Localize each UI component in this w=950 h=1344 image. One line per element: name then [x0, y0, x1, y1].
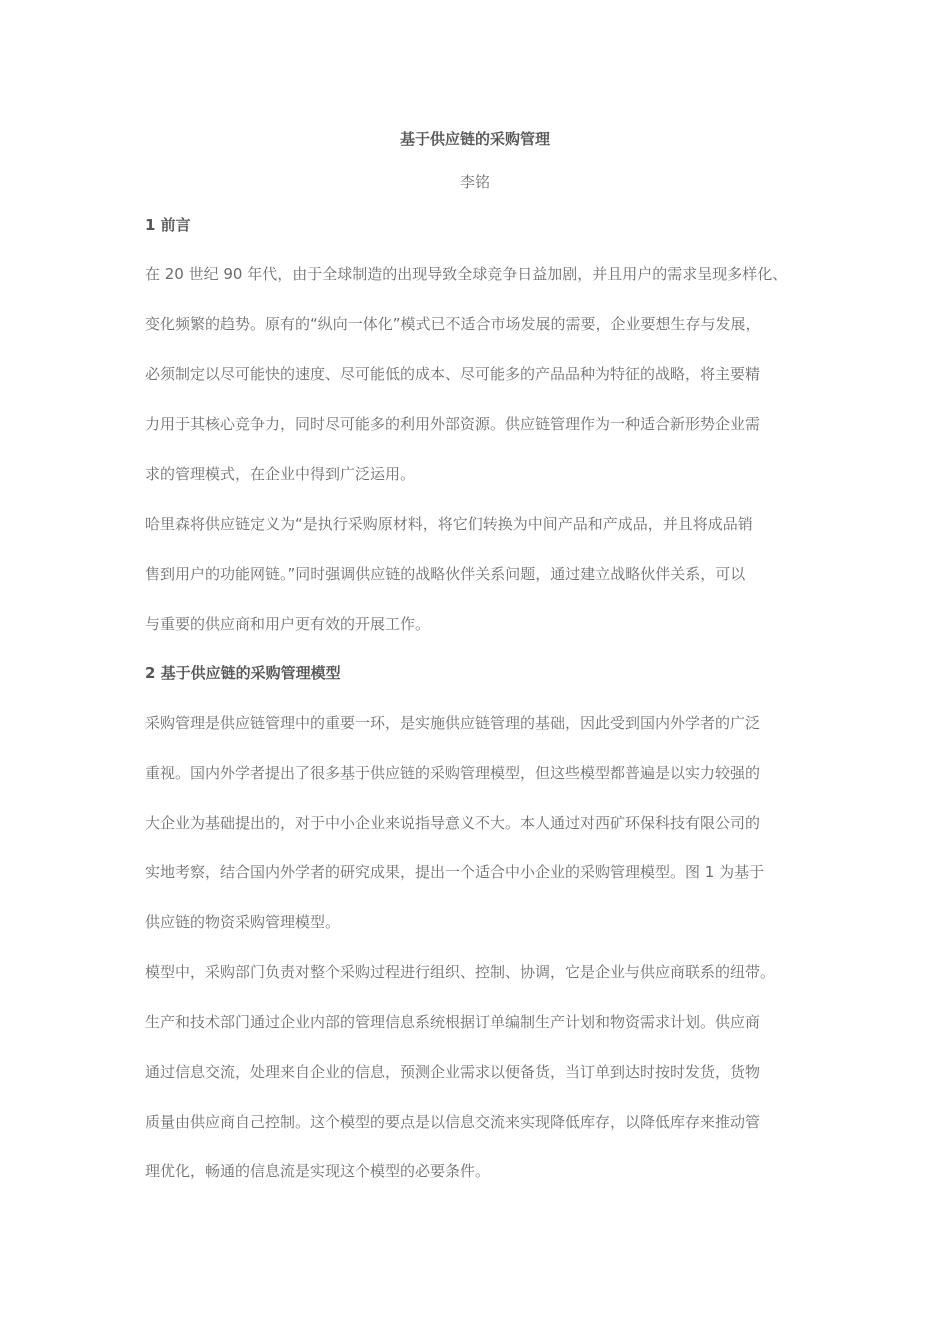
- paragraph-line: 必须制定以尽可能快的速度、尽可能低的成本、尽可能多的产品品种为特征的战略，将主要精: [145, 365, 761, 383]
- paragraph-line: 质量由供应商自己控制。这个模型的要点是以信息交流来实现降低库存，以降低库存来推动管: [145, 1113, 761, 1131]
- paragraph-line: 模型中，采购部门负责对整个采购过程进行组织、控制、协调，它是企业与供应商联系的纽带。: [145, 963, 776, 981]
- paragraph-line: 供应链的物资采购管理模型。: [145, 913, 341, 931]
- paragraph-line: 大企业为基础提出的，对于中小企业来说指导意义不大。本人通过对西矿环保科技有限公司的: [145, 814, 761, 832]
- paragraph-line: 生产和技术部门通过企业内部的管理信息系统根据订单编制生产计划和物资需求计划。供应商: [145, 1013, 761, 1031]
- paragraph-line: 采购管理是供应链管理中的重要一环，是实施供应链管理的基础，因此受到国内外学者的广泛: [145, 714, 761, 732]
- paragraph-line: 变化频繁的趋势。原有的“纵向一体化”模式已不适合市场发展的需要，企业要想生存与发展，: [145, 315, 761, 333]
- paragraph-line: 与重要的供应商和用户更有效的开展工作。: [145, 615, 431, 633]
- paragraph-line: 理优化，畅通的信息流是实现这个模型的必要条件。: [145, 1162, 491, 1180]
- paragraph-line: 力用于其核心竞争力，同时尽可能多的利用外部资源。供应链管理作为一种适合新形势企业需: [145, 415, 761, 433]
- paragraph-line: 通过信息交流，处理来自企业的信息，预测企业需求以便备货，当订单到达时按时发货，货物: [145, 1063, 761, 1081]
- paragraph-line: 重视。国内外学者提出了很多基于供应链的采购管理模型，但这些模型都普遍是以实力较强的: [145, 764, 761, 782]
- paragraph-line: 求的管理模式，在企业中得到广泛运用。: [145, 465, 416, 483]
- document-author: 李铭: [459, 173, 490, 191]
- paragraph-line: 在 20 世纪 90 年代，由于全球制造的出现导致全球竞争日益加剧，并且用户的需求呈现多样化、: [145, 265, 788, 283]
- paragraph-line: 售到用户的功能网链。”同时强调供应链的战略伙伴关系问题，通过建立战略伙伴关系，可以: [145, 565, 746, 583]
- section-heading-2: 2 基于供应链的采购管理模型: [145, 664, 341, 682]
- paragraph-line: 实地考察，结合国内外学者的研究成果，提出一个适合中小企业的采购管理模型。图 1 为基于: [145, 863, 765, 881]
- document-title: 基于供应链的采购管理: [399, 130, 550, 148]
- paragraph-line: 哈里森将供应链定义为“是执行采购原材料，将它们转换为中间产品和产成品，并且将成品销: [145, 515, 753, 533]
- section-heading-1: 1 前言: [145, 216, 191, 234]
